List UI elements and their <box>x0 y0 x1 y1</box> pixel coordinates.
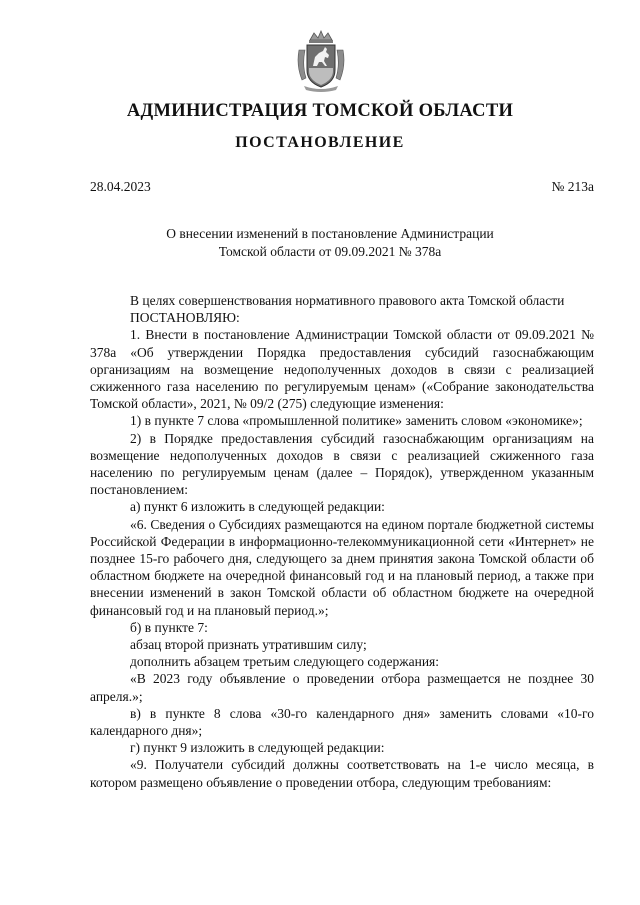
subject-line-2: Томской области от 09.09.2021 № 378а <box>218 244 442 259</box>
paragraph-sub-b: б) в пункте 7: <box>130 619 208 635</box>
paragraph-preamble: В целях совершенствования нормативного правового акта Томской области <box>130 293 565 308</box>
organization-title: АДМИНИСТРАЦИЯ ТОМСКОЙ ОБЛАСТИ <box>126 101 514 121</box>
paragraph-point-6-text: «6. Сведения о Субсидиях размещаются на едином портале бюджетной системы Российской Федерации в информационно-телекоммуникационной сети «Интернет» не позднее 15-го рабочего дня, следующего за днем принятия закона Томской области об областном бюджете на очередной финансовый год и на плановый период, а также при внесении изменений в закон Томской области об областном бюджете на очередной финансовый год и на плановый период.»; <box>90 516 594 618</box>
paragraph-point-9-text: «9. Получатели субсидий должны соответствовать на 1-е число месяца, в котором размещено объявление о проведении отбора, следующим требованиям: <box>90 757 594 790</box>
paragraph-sub-b-2: дополнить абзацем третьим следующего содержания: <box>130 654 440 670</box>
paragraph-sub-b-1: абзац второй признать утратившим силу; <box>130 637 367 653</box>
subject-line-1: О внесении изменений в постановление Администрации <box>166 226 494 241</box>
paragraph-sub-a: а) пункт 6 изложить в следующей редакции: <box>130 499 385 515</box>
paragraph-item-1: 1. Внести в постановление Администрации Томской области от 09.09.2021 № 378а «Об утверждении Порядка предоставления субсидий газоснабжающим организациям на возмещение недополученных доходов в связи с реализацией сжиженного газа населению по регулируемым ценам» («Собрание законодательства Томской области», 2021, № 09/2 (275) следующие изменения: <box>90 327 594 412</box>
document-subject <box>150 225 510 261</box>
document-number: № 213а <box>551 179 594 194</box>
paragraph-item-1-1: 1) в пункте 7 слова «промышленной политике» заменить словом «экономике»; <box>130 413 583 429</box>
coat-of-arms-emblem <box>296 30 346 92</box>
document-body <box>90 292 594 791</box>
paragraph-item-1-2: 2) в Порядке предоставления субсидий газоснабжающим организациям на возмещение недополученных доходов в связи с реализацией сжиженного газа населению по регулируемым ценам (далее – Порядок), утвержденном указанным постановлением: <box>90 430 594 498</box>
paragraph-sub-v: в) в пункте 8 слова «30-го календарного дня» заменить словами «10-го календарного дня»; <box>90 705 594 739</box>
paragraph-sub-b-text: «В 2023 году объявление о проведении отбора размещается не позднее 30 апреля.»; <box>90 671 594 704</box>
document-date: 28.04.2023 <box>90 179 151 194</box>
paragraph-sub-g: г) пункт 9 изложить в следующей редакции: <box>130 740 385 756</box>
paragraph-resolve: ПОСТАНОВЛЯЮ: <box>130 310 240 326</box>
document-type: ПОСТАНОВЛЕНИЕ <box>235 134 405 151</box>
